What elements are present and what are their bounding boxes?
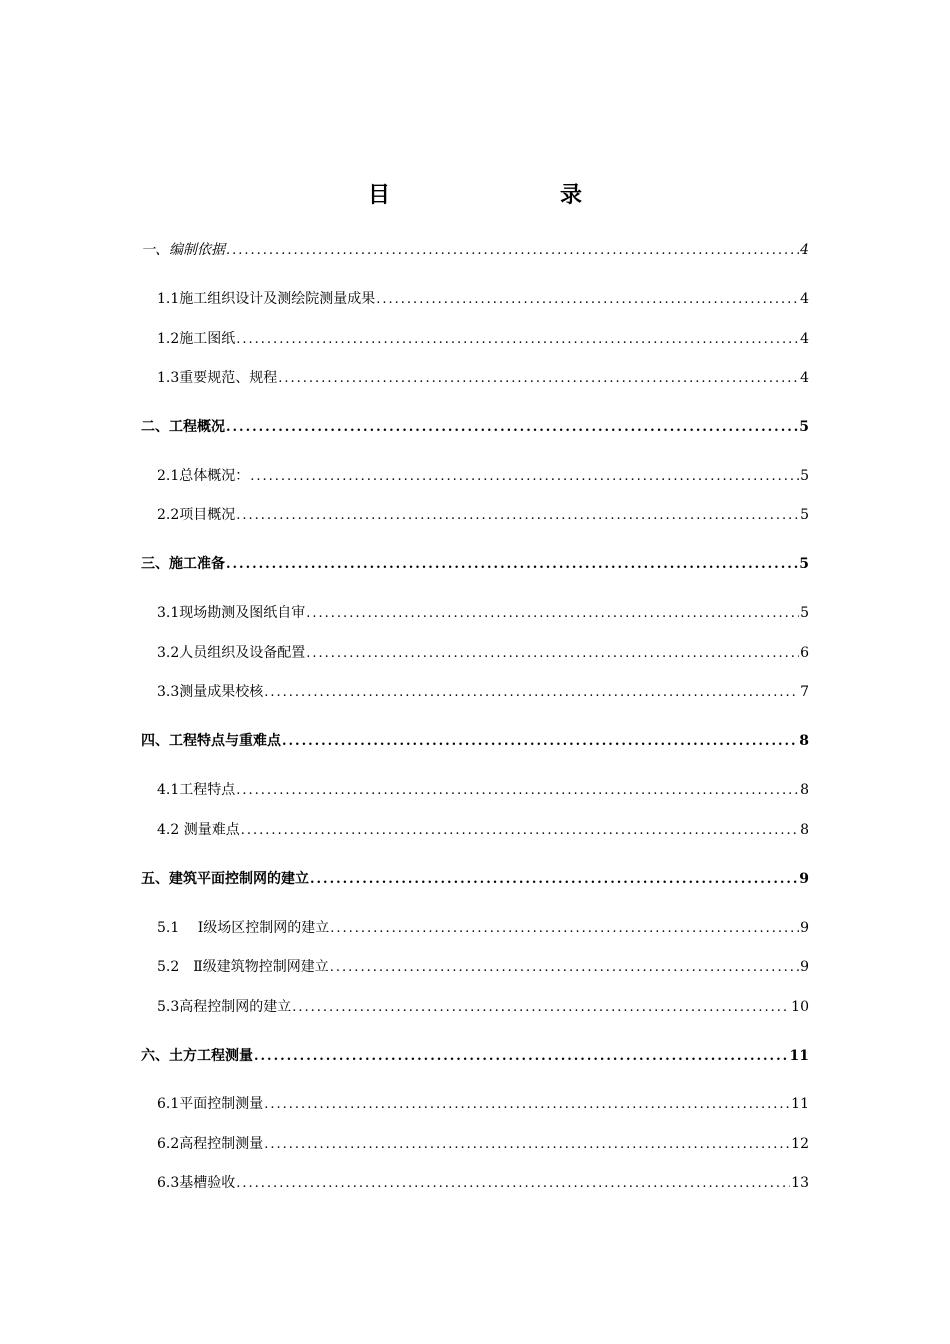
toc-dot-leader <box>226 241 799 261</box>
toc-entry-text: 三、施工准备 <box>141 556 225 572</box>
toc-entry-text: 六、土方工程测量 <box>141 1048 253 1064</box>
toc-page-number: 4 <box>800 291 809 307</box>
toc-page-number: 7 <box>800 684 809 700</box>
toc-entry-text: 一、编制依据 <box>141 242 225 258</box>
toc-entry[interactable] <box>157 997 809 1018</box>
toc-dot-leader <box>264 1095 790 1115</box>
toc-page-number: 10 <box>791 999 809 1015</box>
toc-dot-leader <box>330 919 799 939</box>
toc-entry[interactable] <box>141 554 809 575</box>
toc-dot-leader <box>310 870 798 890</box>
toc-page-number: 5 <box>800 507 809 523</box>
toc-page-number: 4 <box>800 331 809 347</box>
toc-entry-text: 3.3测量成果校核 <box>157 684 264 700</box>
toc-entry[interactable] <box>157 1134 809 1155</box>
toc-dot-leader <box>236 330 799 350</box>
toc-entry-text: 2.1总体概况： <box>157 468 250 484</box>
toc-entry-text: 1.2施工图纸 <box>157 331 236 347</box>
toc-dot-leader <box>330 958 799 978</box>
toc-entry-text: 5.2 Ⅱ级建筑物控制网建立 <box>157 959 329 975</box>
toc-page-number: 5 <box>800 468 809 484</box>
toc-entry[interactable] <box>157 682 809 703</box>
toc-entry[interactable] <box>141 240 809 261</box>
toc-entry-text: 6.3基槽验收 <box>157 1175 236 1191</box>
toc-page-number: 4 <box>800 242 809 258</box>
toc-dot-leader <box>264 683 799 703</box>
toc-entry[interactable] <box>157 643 809 664</box>
toc-entry-text: 6.2高程控制测量 <box>157 1136 264 1152</box>
toc-entry-text: 6.1平面控制测量 <box>157 1096 264 1112</box>
toc-entry[interactable] <box>157 368 809 389</box>
toc-entry-text: 1.3重要规范、规程 <box>157 370 278 386</box>
toc-entry[interactable] <box>157 466 809 487</box>
toc-page-number: 12 <box>791 1136 809 1152</box>
toc-entry[interactable] <box>157 289 809 310</box>
toc-entry-text: 5.3高程控制网的建立 <box>157 999 292 1015</box>
toc-page-number: 5 <box>799 419 809 435</box>
toc-entry[interactable] <box>157 957 809 978</box>
toc-entry[interactable] <box>157 820 809 841</box>
toc-entry[interactable] <box>157 1173 809 1194</box>
toc-dot-leader <box>236 1174 790 1194</box>
toc-dot-leader <box>264 1135 790 1155</box>
toc-page-number: 9 <box>799 871 809 887</box>
toc-entry-text: 5.1 Ⅰ级场区控制网的建立 <box>157 920 330 936</box>
toc-dot-leader <box>376 290 799 310</box>
toc-entry-text: 3.2人员组织及设备配置 <box>157 645 306 661</box>
toc-entry-text: 3.1现场勘测及图纸自审 <box>157 605 306 621</box>
toc-dot-leader <box>282 732 798 752</box>
toc-entry-text: 1.1施工组织设计及测绘院测量成果 <box>157 291 376 307</box>
toc-dot-leader <box>226 418 798 438</box>
toc-entry[interactable] <box>141 731 809 752</box>
toc-page-number: 13 <box>791 1175 809 1191</box>
toc-page-number: 9 <box>800 920 809 936</box>
toc-page-number: 6 <box>800 645 809 661</box>
toc-dot-leader <box>278 369 799 389</box>
toc-dot-leader <box>241 821 799 841</box>
toc-entry[interactable] <box>141 1046 809 1067</box>
toc-entry[interactable] <box>141 417 809 438</box>
toc-entry-text: 4.2 测量难点 <box>157 822 240 838</box>
toc-page-number: 4 <box>800 370 809 386</box>
toc-page-number: 11 <box>789 1048 809 1064</box>
toc-dot-leader <box>226 555 798 575</box>
toc-page-number: 5 <box>799 556 809 572</box>
toc-entry-text: 二、工程概况 <box>141 419 225 435</box>
toc-dot-leader <box>236 506 799 526</box>
toc-page-number: 11 <box>791 1096 809 1112</box>
toc-entry[interactable] <box>157 603 809 624</box>
toc-entry[interactable] <box>141 869 809 890</box>
toc-dot-leader <box>306 644 799 664</box>
toc-page-number: 8 <box>799 733 809 749</box>
toc-title: 目 录 <box>367 182 624 208</box>
toc-entry-text: 五、建筑平面控制网的建立 <box>141 871 309 887</box>
toc-entry[interactable] <box>157 329 809 350</box>
toc-page-number: 5 <box>800 605 809 621</box>
toc-entry[interactable] <box>157 780 809 801</box>
toc-entry-text: 4.1工程特点 <box>157 782 236 798</box>
toc-entry-text: 2.2项目概况 <box>157 507 236 523</box>
toc-dot-leader <box>254 1047 789 1067</box>
toc-dot-leader <box>292 998 790 1018</box>
toc-entry[interactable] <box>157 505 809 526</box>
toc-page-number: 8 <box>800 782 809 798</box>
toc-entry[interactable] <box>157 918 809 939</box>
toc-dot-leader <box>306 604 799 624</box>
toc-dot-leader <box>236 781 799 801</box>
toc-entry[interactable] <box>157 1094 809 1115</box>
toc-page-number: 9 <box>800 959 809 975</box>
toc-dot-leader <box>250 467 799 487</box>
toc-entry-text: 四、工程特点与重难点 <box>141 733 281 749</box>
toc-page-number: 8 <box>800 822 809 838</box>
